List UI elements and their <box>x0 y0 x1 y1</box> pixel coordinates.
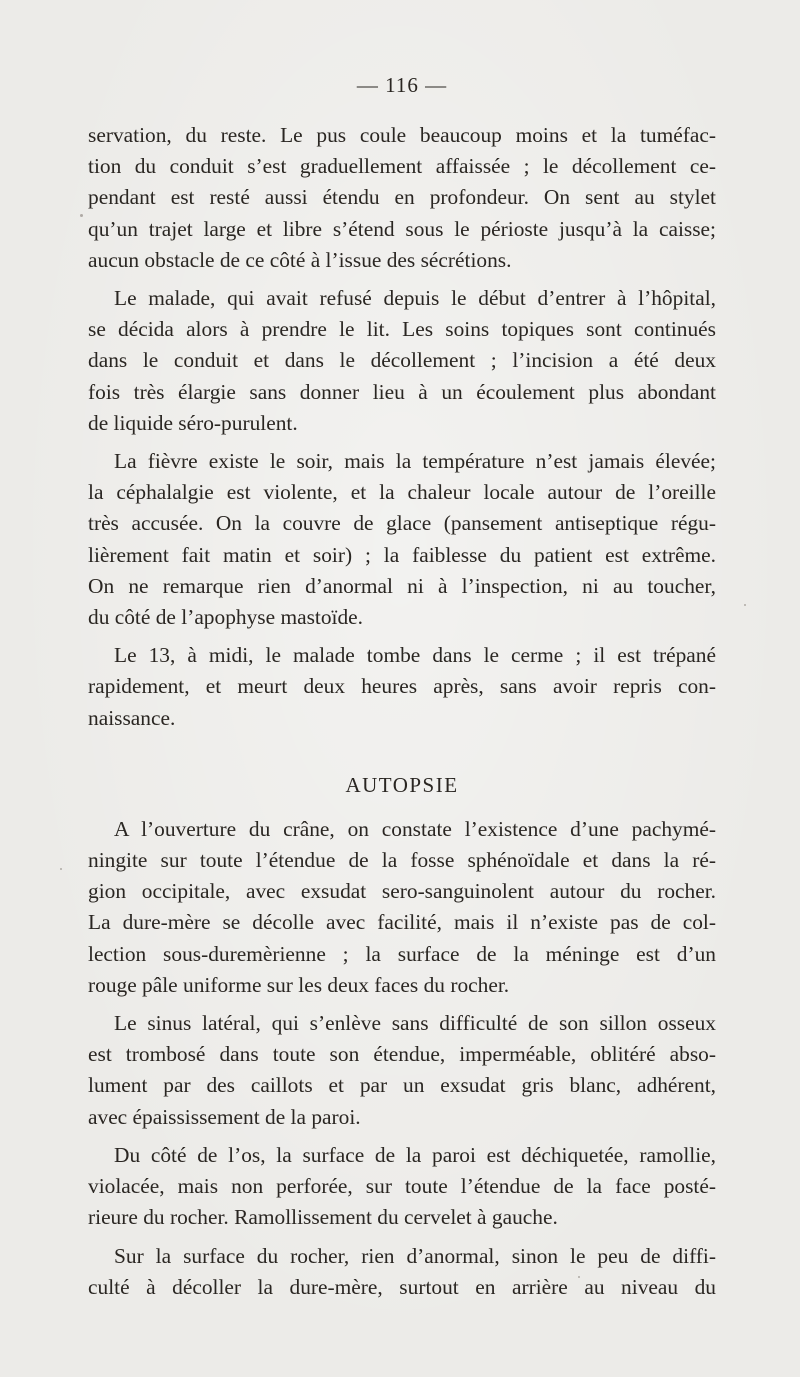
text-line: aucun obstacle de ce côté à l’issue des sécrétions. <box>88 247 512 272</box>
paragraph <box>88 814 716 1001</box>
text-line: rapidement, et meurt deux heures après, sans avoir repris con- <box>88 674 716 699</box>
text-line: La dure-mère se décolle avec facilité, mais il n’existe pas de col- <box>88 910 716 935</box>
text-line: rouge pâle uniforme sur les deux faces du rocher. <box>88 972 510 997</box>
text-line: servation, du reste. Le pus coule beaucoup moins et la tuméfac- <box>88 123 716 147</box>
text-line: lument par des caillots et par un exsudat gris blanc, adhérent, <box>88 1073 716 1098</box>
paper-speck <box>744 604 746 606</box>
paper-speck <box>578 1276 580 1278</box>
text-line: gion occipitale, avec exsudat sero-sanguinolent autour du rocher. <box>88 879 716 904</box>
text-line: Du côté de l’os, la surface de la paroi est déchiquetée, ramollie, <box>114 1142 716 1167</box>
text-line: A l’ouverture du crâne, on constate l’existence d’une pachymé- <box>114 816 716 841</box>
text-line: Le malade, qui avait refusé depuis le début d’entrer à l’hôpital, <box>114 286 716 311</box>
text-line: Sur la surface du rocher, rien d’anormal, sinon le peu de diffi- <box>114 1243 716 1268</box>
paragraph <box>88 640 716 734</box>
text-line: La fièvre existe le soir, mais la température n’est jamais élevée; <box>114 449 716 474</box>
text-line: très accusée. On la couvre de glace (pansement antiseptique régu- <box>88 511 716 536</box>
page-number: — 116 — <box>356 73 448 97</box>
text-line: ningite sur toute l’étendue de la fosse sphénoïdale et dans la ré- <box>88 848 716 873</box>
text-line: lection sous-duremèrienne ; la surface de la méninge est d’un <box>88 941 716 966</box>
paragraph <box>88 120 716 276</box>
section-heading: AUTOPSIE <box>345 772 459 797</box>
paper-speck <box>80 214 83 217</box>
text-line: naissance. <box>88 705 176 730</box>
paper-speck <box>60 868 62 870</box>
paragraph <box>88 1241 716 1303</box>
text-line: fois très élargie sans donner lieu à un écoulement plus abondant <box>88 379 716 404</box>
text-line: violacée, mais non perforée, sur toute l’étendue de la face posté- <box>88 1174 716 1199</box>
paragraph <box>88 446 716 633</box>
paragraph <box>88 283 716 439</box>
paragraph <box>88 1140 716 1234</box>
text-line: Le 13, à midi, le malade tombe dans le cerme ; il est trépané <box>114 643 716 668</box>
text-line: avec épaississement de la paroi. <box>88 1104 361 1129</box>
text-line: du côté de l’apophyse mastoïde. <box>88 605 364 630</box>
text-line: dans le conduit et dans le décollement ; l’incision a été deux <box>88 348 716 373</box>
paragraph <box>88 1008 716 1133</box>
text-line: pendant est resté aussi étendu en profondeur. On sent au stylet <box>88 185 716 210</box>
text-line: la céphalalgie est violente, et la chaleur locale autour de l’oreille <box>88 480 716 505</box>
text-line: culté à décoller la dure-mère, surtout en arrière au niveau du <box>88 1274 716 1299</box>
text-block-1 <box>88 120 716 734</box>
text-line: se décida alors à prendre le lit. Les soins topiques sont continués <box>88 317 716 342</box>
text-block-2 <box>88 814 716 1303</box>
text-line: rieure du rocher. Ramollissement du cervelet à gauche. <box>88 1205 558 1230</box>
text-line: tion du conduit s’est graduellement affaissée ; le décollement ce- <box>88 154 716 179</box>
text-line: de liquide séro-purulent. <box>88 410 298 435</box>
text-line: lièrement fait matin et soir) ; la faiblesse du patient est extrême. <box>88 542 716 567</box>
text-line: On ne remarque rien d’anormal ni à l’inspection, ni au toucher, <box>88 573 716 598</box>
text-line: qu’un trajet large et libre s’étend sous le périoste jusqu’à la caisse; <box>88 216 716 241</box>
text-line: est trombosé dans toute son étendue, imperméable, oblitéré abso- <box>88 1042 716 1067</box>
text-line: Le sinus latéral, qui s’enlève sans difficulté de son sillon osseux <box>114 1011 716 1036</box>
